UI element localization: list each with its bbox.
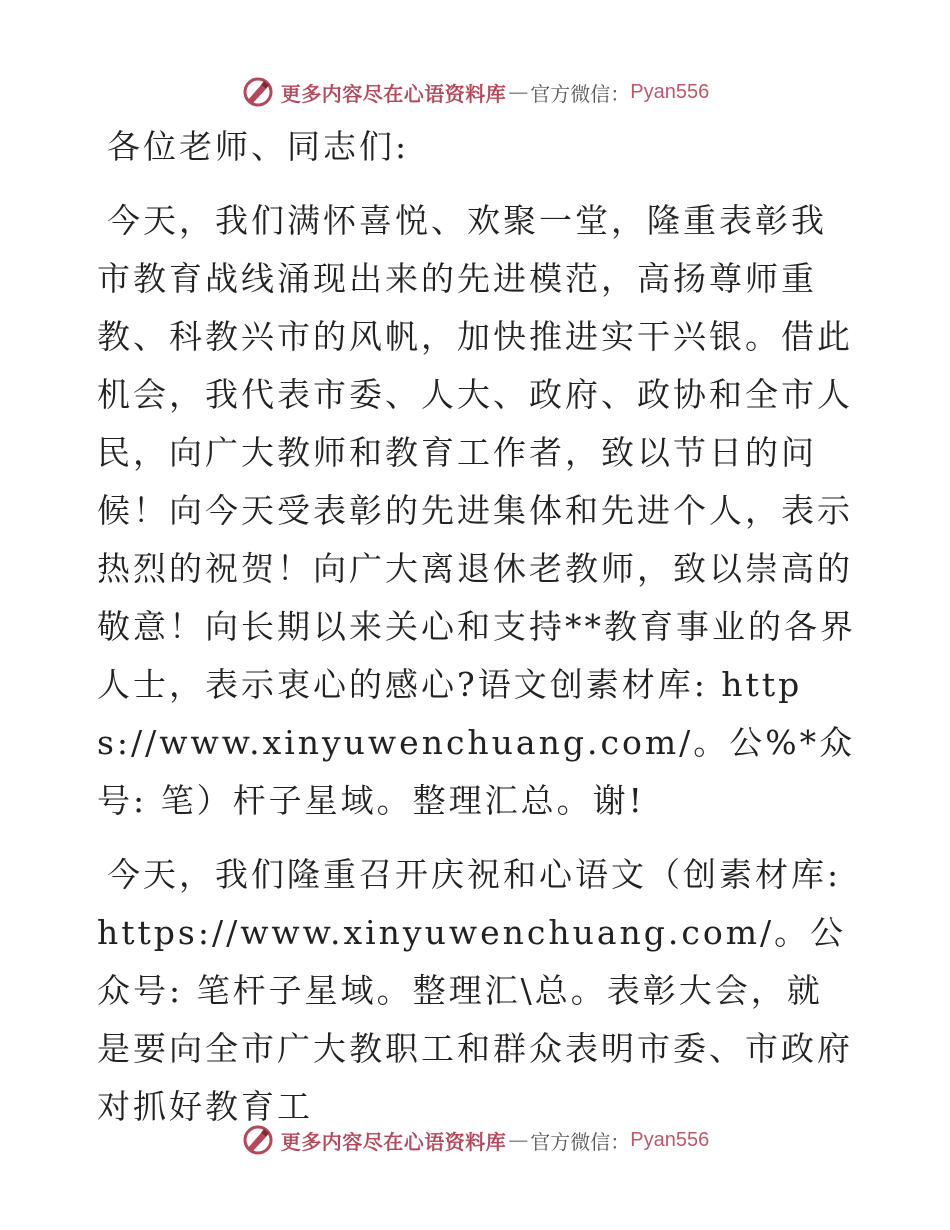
document-body (97, 118, 857, 1136)
paragraph-1: 今天，我们满怀喜悦、欢聚一堂，隆重表彰我市教育战线涌现出来的先进模范，高扬尊师重教、科教兴市的风帆，加快推进实干兴银。借此机会，我代表市委、人大、政府、政协和全市人民，向广大教师和教育工作者，致以节日的问候！向今天受表彰的先进集体和先进个人，表示热烈的祝贺！向广大离退休老教师，致以崇高的敬意！向长期以来关心和支持**教育事业的各界人士，表示衷心的感心?语文创素材库: https://www.xinyuwenchuang.com/。公%*众号: 笔）杆子星域。整理汇总。谢! (97, 201, 856, 820)
banner-wechat-id: Pyan556 (630, 80, 710, 103)
footer-banner (0, 1120, 950, 1160)
banner-wechat-id: Pyan556 (630, 1128, 710, 1151)
pen-logo-icon (241, 75, 275, 109)
banner-dash: — (508, 80, 529, 104)
pen-logo-icon (241, 1123, 275, 1157)
banner-text: 更多内容尽在心语资料库 (280, 81, 507, 106)
greeting: 各位老师、同志们: (107, 127, 410, 166)
banner-dash: — (508, 1128, 529, 1152)
header-banner (0, 72, 950, 112)
banner-text: 更多内容尽在心语资料库 (280, 1129, 507, 1154)
banner-label: 官方微信： (530, 1129, 631, 1154)
paragraph-2: 今天，我们隆重召开庆祝和心语文（创素材库: https://www.xinyuwenchuang.com/。公众号: 笔杆子星域。整理汇\总。表彰大会，就是要向全市广大教职工和群众表明市委、市政府对抓好教育工 (97, 855, 853, 1126)
banner-label: 官方微信： (530, 81, 631, 106)
